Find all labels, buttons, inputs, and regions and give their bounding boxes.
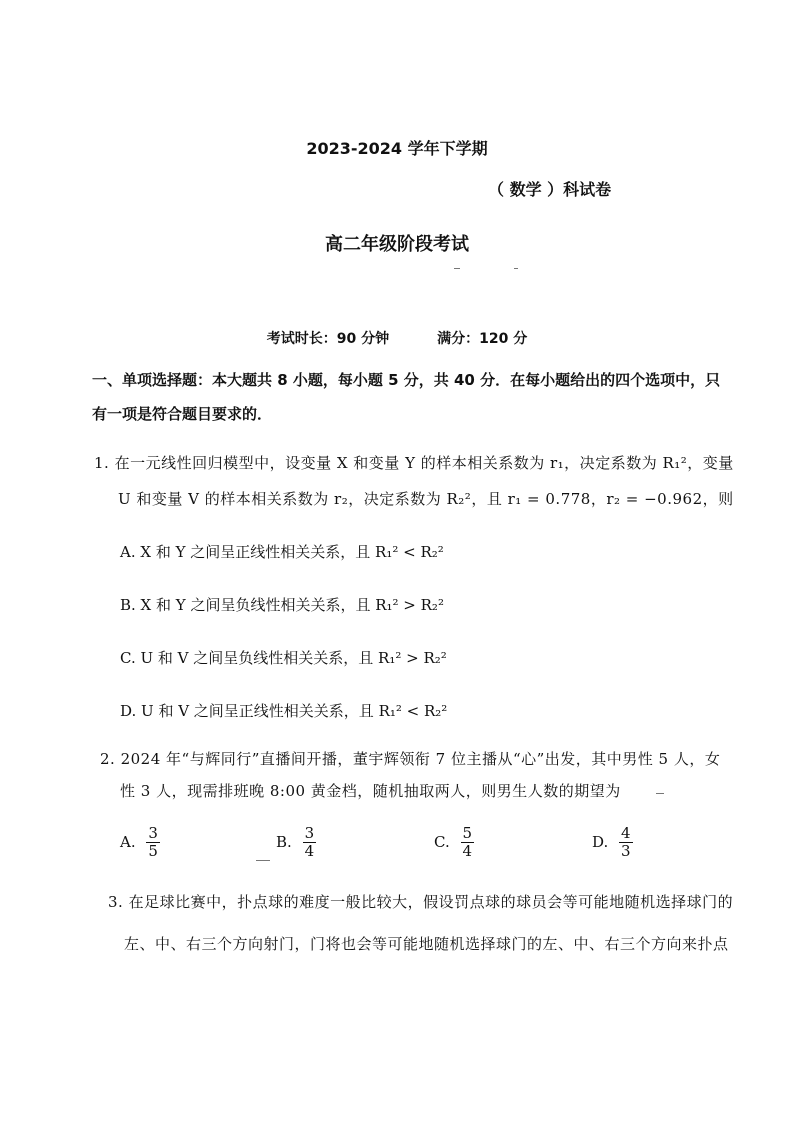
question-2-option-a <box>120 825 160 861</box>
question-1-option-b: B. X 和 Y 之间呈负线性相关关系，且 R₁² > R₂² <box>120 596 444 614</box>
fraction-denominator: 4 <box>462 842 473 861</box>
option-label: C. <box>434 832 450 851</box>
fraction-denominator: 4 <box>304 842 315 861</box>
question-1-stem-line1: 1. 在一元线性回归模型中，设变量 X 和变量 Y 的样本相关系数为 r₁，决定系数为 R₁²，变量 <box>94 454 734 472</box>
scan-speck <box>454 268 460 269</box>
fraction-numerator: 3 <box>148 824 158 842</box>
question-2-stem-line1: 2. 2024 年“与辉同行”直播间开播，董宇辉领衔 7 位主播从“心”出发，其中男性 5 人，女 <box>100 750 721 768</box>
fraction-denominator: 3 <box>621 842 631 861</box>
fraction <box>303 825 317 861</box>
question-3-stem-line1: 3. 在足球比赛中，扑点球的难度一般比较大，假设罚点球的球员会等可能地随机选择球门的 <box>108 893 734 911</box>
exam-full-score: 满分：120 分 <box>437 331 528 347</box>
question-1-option-d: D. U 和 V 之间呈正线性相关关系，且 R₁² < R₂² <box>120 702 448 720</box>
subject-title: （ 数学 ）科试卷 <box>488 180 612 199</box>
question-1-option-c: C. U 和 V 之间呈负线性相关关系，且 R₁² > R₂² <box>120 649 447 667</box>
fraction <box>461 825 475 861</box>
question-2-option-c <box>434 825 474 861</box>
fraction-numerator: 3 <box>304 824 315 842</box>
scan-speck <box>656 793 664 794</box>
fraction <box>146 825 160 861</box>
scan-speck <box>256 860 270 861</box>
fraction-denominator: 5 <box>148 842 158 861</box>
fraction <box>619 825 633 861</box>
question-1-stem-line2: U 和变量 V 的样本相关系数为 r₂，决定系数为 R₂²，且 r₁ = 0.778，r₂ = −0.962，则 <box>118 490 734 508</box>
exam-duration: 考试时长：90 分钟 <box>266 331 390 347</box>
exam-term-title: 2023-2024 学年下学期 <box>306 139 488 158</box>
option-label: D. <box>592 832 609 851</box>
section-instructions-line2: 有一项是符合题目要求的． <box>92 405 273 423</box>
option-label: B. <box>276 832 292 851</box>
question-2-option-d <box>592 825 633 861</box>
question-2-option-b <box>276 825 316 861</box>
fraction-numerator: 4 <box>621 824 631 842</box>
question-2-stem-line2: 性 3 人，现需排班晚 8:00 黄金档，随机抽取两人，则男生人数的期望为 <box>120 782 621 800</box>
exam-name-title: 高二年级阶段考试 <box>325 234 469 255</box>
fraction-numerator: 5 <box>462 824 473 842</box>
question-3-stem-line2: 左、中、右三个方向射门，门将也会等可能地随机选择球门的左、中、右三个方向来扑点 <box>124 935 729 953</box>
exam-meta <box>0 328 794 348</box>
scan-speck <box>514 268 518 269</box>
option-label: A. <box>120 832 136 851</box>
section-instructions-line1: 一、单项选择题：本大题共 8 小题，每小题 5 分，共 40 分．在每小题给出的四个选项中，只 <box>92 371 721 389</box>
question-1-option-a: A. X 和 Y 之间呈正线性相关关系，且 R₁² < R₂² <box>120 543 444 561</box>
